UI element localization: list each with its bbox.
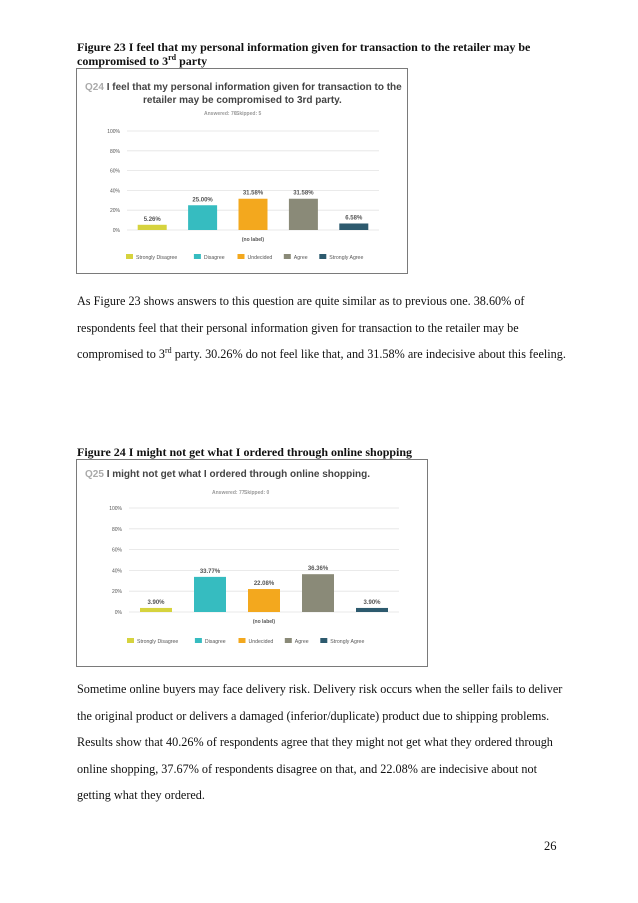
chart-question-number: Q24	[85, 82, 107, 93]
chart-legend-label: Strongly Agree	[329, 255, 364, 261]
chart-bar	[194, 577, 226, 612]
paragraph-2-text: Sometime online buyers may face delivery risk. Delivery risk occurs when the seller fails to deliver the original product or delivers a damaged (inferior/duplicate) product due to shipping problems. Results show that 40.26% of respondents agree that they might not get what they ordered through online shopping, 37.67% of respondents disagree on that, and 22.08% are indecisive about not getting what they ordered.	[77, 682, 563, 802]
chart-data-label: 36.36%	[307, 566, 329, 573]
chart-legend-swatch	[285, 638, 292, 643]
chart-data-label: 31.58%	[293, 190, 314, 197]
chart-legend-swatch	[127, 638, 134, 643]
chart-legend-swatch	[195, 638, 202, 643]
chart-legend-label: Agree	[293, 255, 308, 261]
chart-question-title	[85, 82, 402, 93]
chart-x-axis-label: (no label)	[241, 237, 265, 243]
chart-data-label: 22.08%	[253, 581, 275, 588]
paragraph-figure-23	[77, 288, 567, 368]
chart-bar	[302, 574, 334, 612]
chart-bar	[339, 223, 368, 230]
chart-legend-label: Disagree	[203, 255, 225, 261]
figure-23-caption-text: Figure 23 I feel that my personal information given for transaction to the retailer may be compromised to 3	[77, 40, 531, 68]
chart-bar	[188, 205, 217, 230]
chart-legend-label: Strongly Disagree	[137, 639, 179, 645]
chart-legend-label: Strongly Agree	[330, 639, 365, 645]
chart-legend-swatch	[194, 254, 201, 259]
chart-bar	[248, 589, 280, 612]
chart-y-tick-label: 0%	[114, 610, 122, 616]
chart-bar	[239, 199, 268, 230]
figure-24-caption-text: Figure 24 I might not get what I ordered through online shopping	[77, 445, 413, 459]
paragraph-figure-24	[77, 676, 567, 809]
chart-legend-label: Agree	[294, 639, 309, 645]
chart-bar	[140, 608, 172, 612]
figure-23-caption	[77, 40, 577, 68]
chart-y-tick-label: 100%	[109, 506, 122, 512]
chart-bar	[356, 608, 388, 612]
chart-data-label: 25.00%	[192, 197, 213, 204]
chart-y-tick-label: 80%	[109, 148, 120, 155]
chart-y-tick-label: 20%	[109, 208, 120, 215]
chart-question-title-line-2: retailer may be compromised to 3rd party.	[143, 95, 342, 106]
chart-y-tick-label: 20%	[111, 589, 122, 596]
figure-24-caption	[77, 445, 577, 459]
chart-skipped-count: Skipped: 0	[244, 490, 270, 496]
chart-answered-count: Answered: 77	[212, 490, 245, 496]
chart-legend-swatch	[284, 254, 291, 259]
chart-answered-count: Answered: 76	[204, 111, 237, 117]
paragraph-1-sup: rd	[165, 345, 172, 355]
chart-data-label: 3.90%	[147, 599, 165, 606]
chart-legend-label: Strongly Disagree	[136, 255, 178, 261]
chart-legend-swatch	[126, 254, 133, 259]
paragraph-1-text-a: As Figure 23 shows answers to this question are quite similar as to previous one. 38.60% of respondents feel that their personal information given for transaction to the retailer may be compromised to 3	[77, 294, 525, 361]
chart-data-label: 5.26%	[143, 216, 161, 223]
figure-23-caption-sup: rd	[168, 53, 177, 62]
chart-legend-label: Undecided	[247, 255, 273, 261]
chart-legend-swatch	[319, 254, 326, 259]
chart-legend-swatch	[320, 638, 327, 643]
figure-24-chart	[77, 460, 427, 666]
chart-legend-label: Disagree	[204, 639, 226, 645]
figure-23-chart	[77, 69, 407, 273]
chart-legend-swatch	[238, 254, 245, 259]
chart-question-title-line-1: I might not get what I ordered through online shopping.	[106, 469, 370, 480]
figure-24-chart-box	[76, 459, 428, 667]
chart-data-label: 6.58%	[345, 215, 363, 222]
chart-y-tick-label: 60%	[111, 547, 122, 554]
chart-legend-swatch	[239, 638, 246, 643]
chart-legend-label: Undecided	[248, 639, 274, 645]
chart-question-number: Q25	[85, 469, 107, 480]
chart-y-tick-label: 40%	[111, 568, 122, 575]
figure-23-chart-box	[76, 68, 408, 274]
chart-question-title-line-1: I feel that my personal information given for transaction to the	[106, 82, 402, 93]
chart-question-title	[85, 469, 370, 480]
chart-bar	[289, 199, 318, 230]
chart-y-tick-label: 80%	[111, 526, 122, 533]
chart-data-label: 33.77%	[199, 568, 221, 575]
chart-data-label: 31.58%	[242, 190, 264, 197]
chart-y-tick-label: 60%	[109, 168, 120, 175]
chart-y-tick-label: 40%	[109, 188, 120, 195]
chart-y-tick-label: 0%	[112, 228, 120, 234]
chart-bar	[138, 225, 167, 230]
chart-data-label: 3.90%	[363, 599, 381, 606]
paragraph-1-text-b: party. 30.26% do not feel like that, and 31.58% are indecisive about this feeling.	[171, 347, 566, 361]
page-number: 26	[544, 839, 557, 853]
chart-skipped-count: Skipped: 5	[236, 111, 262, 117]
figure-23-caption-tail: party	[176, 54, 208, 68]
chart-y-tick-label: 100%	[107, 129, 120, 135]
chart-x-axis-label: (no label)	[252, 619, 276, 625]
